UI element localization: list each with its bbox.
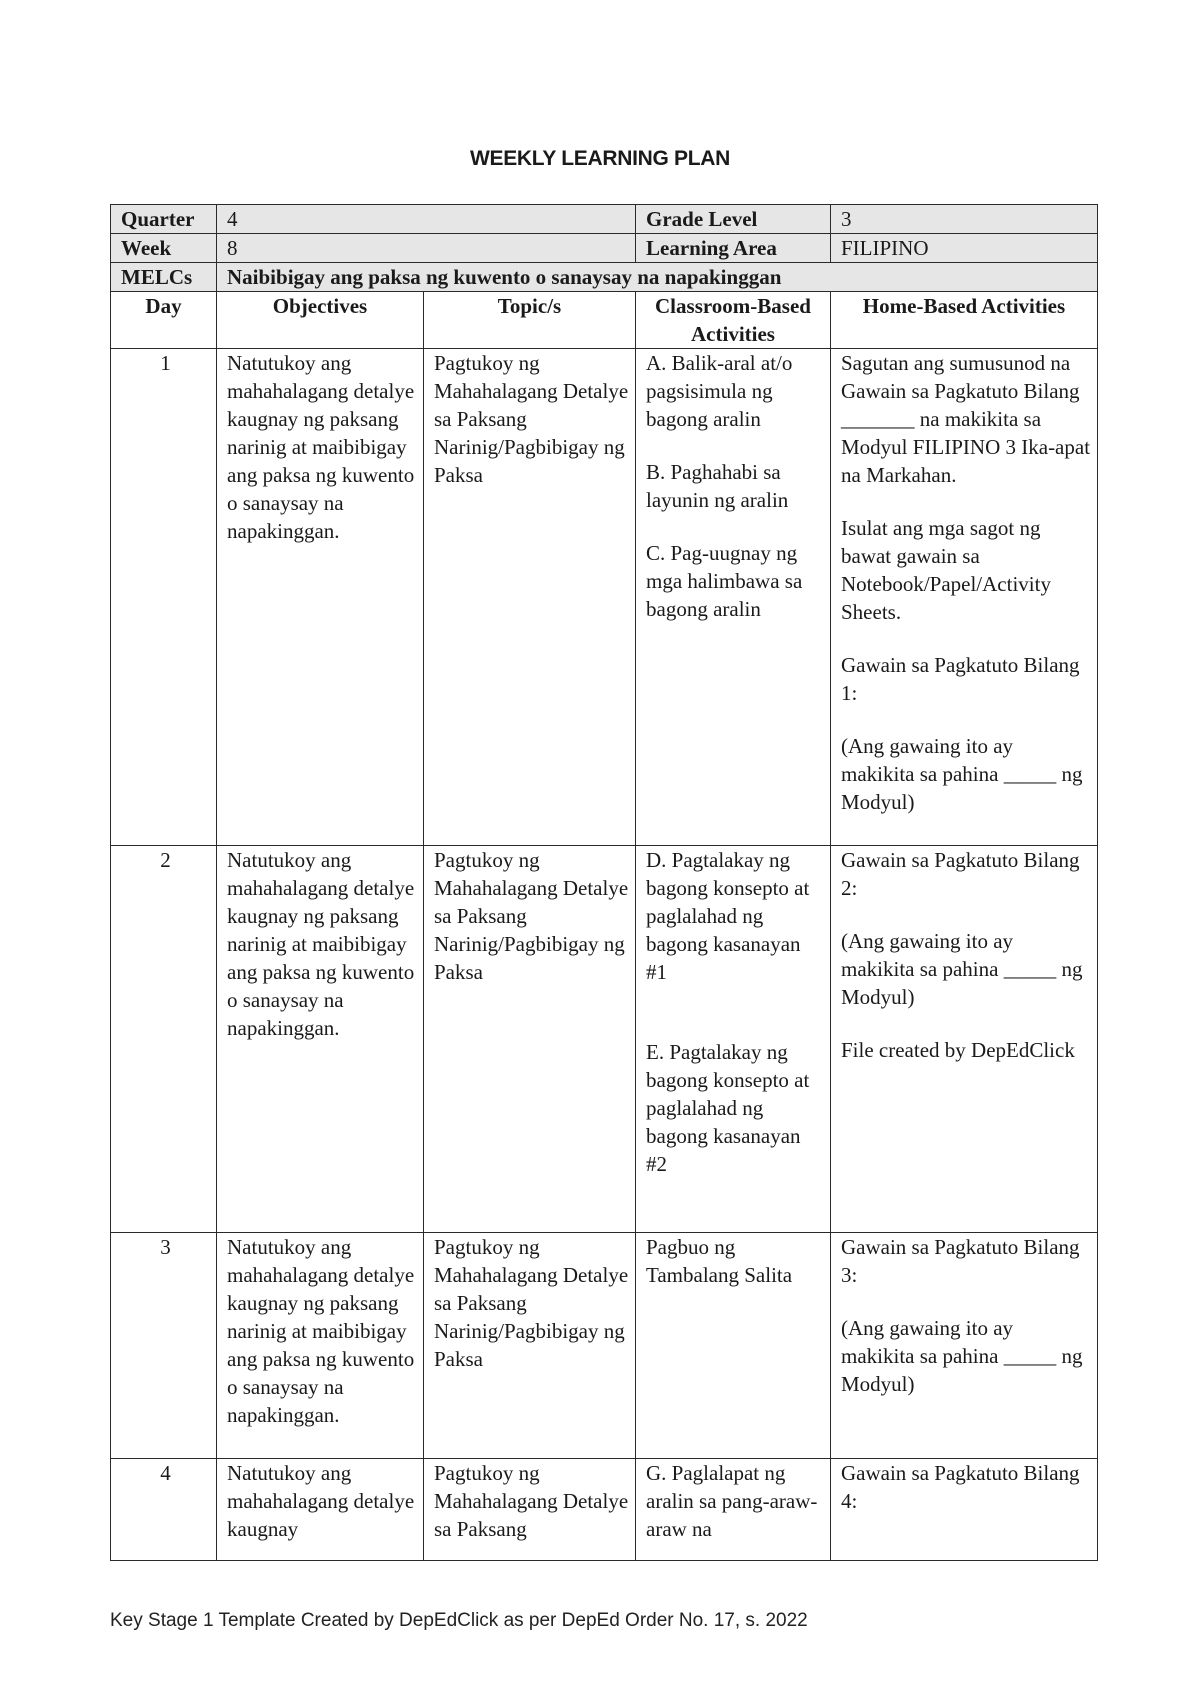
objective-cell: Natutukoy ang mahahalagang detalye kaugnay ng paksang narinig at maibibigay ang paksa ng kuwento o sanaysay na napakinggan.	[217, 846, 424, 1233]
day-number: 2	[111, 846, 217, 1233]
table-row	[111, 349, 1098, 846]
day-number: 4	[111, 1459, 217, 1561]
home-activity-item: Sagutan ang sumusunod na Gawain sa Pagkatuto Bilang _______ na makikita sa Modyul FILIPINO 3 Ika-apat na Markahan.	[841, 351, 1091, 487]
quarter-value: 4	[217, 205, 636, 234]
objective-cell: Natutukoy ang mahahalagang detalye kaugnay	[217, 1459, 424, 1561]
table-row	[111, 846, 1098, 1233]
home-activity-item: Gawain sa Pagkatuto Bilang 2:	[841, 848, 1080, 900]
grade-level-label: Grade Level	[636, 205, 831, 234]
objective-cell: Natutukoy ang mahahalagang detalye kaugnay ng paksang narinig at maibibigay ang paksa ng kuwento o sanaysay na napakinggan.	[217, 1233, 424, 1459]
home-activity-item: (Ang gawaing ito ay makikita sa pahina _____ ng Modyul)	[841, 1316, 1083, 1396]
day-number: 3	[111, 1233, 217, 1459]
activity-item: E. Pagtalakay ng bagong konsepto at paglalahad ng bagong kasanayan #2	[646, 1040, 810, 1176]
home-activities-cell	[831, 1459, 1098, 1561]
activity-item: B. Paghahabi sa layunin ng aralin	[646, 460, 789, 512]
col-classroom-header: Classroom-Based Activities	[636, 292, 831, 349]
home-activity-item: (Ang gawaing ito ay makikita sa pahina _____ ng Modyul)	[841, 929, 1083, 1009]
home-activity-item: Gawain sa Pagkatuto Bilang 3:	[841, 1235, 1080, 1287]
activity-item: G. Paglalapat ng aralin sa pang-araw-araw na	[646, 1461, 818, 1541]
col-home-header: Home-Based Activities	[831, 292, 1098, 349]
topic-cell: Pagtukoy ng Mahahalagang Detalye sa Paksang Narinig/Pagbibigay ng Paksa	[424, 349, 636, 846]
melcs-value: Naibibigay ang paksa ng kuwento o sanaysay na napakinggan	[217, 263, 1098, 292]
home-activities-cell	[831, 846, 1098, 1233]
day-number: 1	[111, 349, 217, 846]
learning-area-label: Learning Area	[636, 234, 831, 263]
topic-cell: Pagtukoy ng Mahahalagang Detalye sa Paksang Narinig/Pagbibigay ng Paksa	[424, 846, 636, 1233]
classroom-activities-cell	[636, 1459, 831, 1561]
home-activities-cell	[831, 349, 1098, 846]
home-activity-item: Gawain sa Pagkatuto Bilang 1:	[841, 653, 1080, 705]
home-activity-item: Gawain sa Pagkatuto Bilang 4:	[841, 1461, 1080, 1513]
week-row	[111, 234, 1098, 263]
quarter-label: Quarter	[111, 205, 217, 234]
classroom-activities-cell	[636, 846, 831, 1233]
week-value: 8	[217, 234, 636, 263]
activity-item: C. Pag-uugnay ng mga halimbawa sa bagong aralin	[646, 541, 803, 621]
col-topics-header: Topic/s	[424, 292, 636, 349]
topic-cell: Pagtukoy ng Mahahalagang Detalye sa Paksang	[424, 1459, 636, 1561]
page-title: WEEKLY LEARNING PLAN	[469, 147, 731, 170]
quarter-row	[111, 205, 1098, 234]
learning-plan-table	[110, 204, 1098, 1561]
home-activities-cell	[831, 1233, 1098, 1459]
activity-item: A. Balik-aral at/o pagsisimula ng bagong aralin	[646, 351, 793, 431]
grade-level-value: 3	[831, 205, 1098, 234]
classroom-activities-cell	[636, 1233, 831, 1459]
col-objectives-header: Objectives	[217, 292, 424, 349]
home-activity-item: (Ang gawaing ito ay makikita sa pahina _____ ng Modyul)	[841, 734, 1083, 814]
learning-area-value: FILIPINO	[831, 234, 1098, 263]
col-day-header: Day	[111, 292, 217, 349]
activity-item: Pagbuo ng Tambalang Salita	[646, 1235, 793, 1287]
classroom-activities-cell	[636, 349, 831, 846]
melcs-label: MELCs	[111, 263, 217, 292]
home-activity-item: Isulat ang mga sagot ng bawat gawain sa Notebook/Papel/Activity Sheets.	[841, 516, 1051, 624]
melcs-row	[111, 263, 1098, 292]
objective-cell: Natutukoy ang mahahalagang detalye kaugnay ng paksang narinig at maibibigay ang paksa ng kuwento o sanaysay na napakinggan.	[217, 349, 424, 846]
home-activity-item: File created by DepEdClick	[841, 1038, 1075, 1062]
table-row	[111, 1233, 1098, 1459]
table-row	[111, 1459, 1098, 1561]
page-footer: Key Stage 1 Template Created by DepEdClick as per DepEd Order No. 17, s. 2022	[110, 1610, 808, 1631]
activity-item: D. Pagtalakay ng bagong konsepto at paglalahad ng bagong kasanayan #1	[646, 848, 810, 984]
week-label: Week	[111, 234, 217, 263]
topic-cell: Pagtukoy ng Mahahalagang Detalye sa Paksang Narinig/Pagbibigay ng Paksa	[424, 1233, 636, 1459]
column-header-row	[111, 292, 1098, 349]
